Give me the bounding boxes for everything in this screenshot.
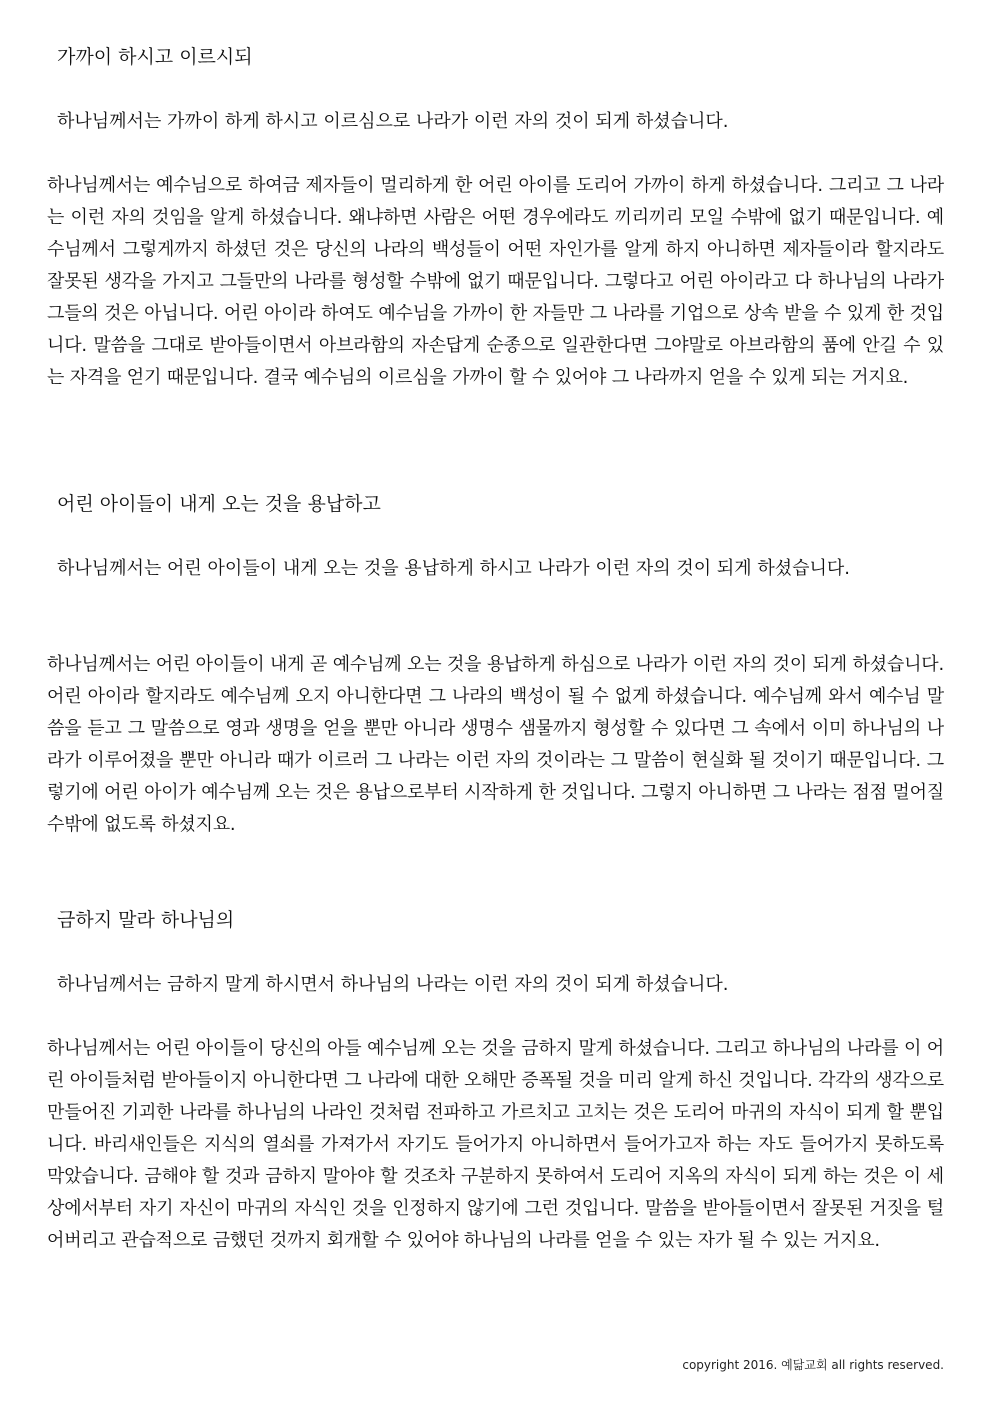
copyright-notice: copyright 2016. 예닮교회 all rights reserved.	[682, 1358, 944, 1372]
section-lead-1: 하나님께서는 가까이 하게 하시고 이르심으로 나라가 이런 자의 것이 되게 하셨습니다.	[57, 111, 729, 132]
section-heading-2: 어린 아이들이 내게 오는 것을 용납하고	[57, 493, 381, 515]
section-lead-2: 하나님께서는 어린 아이들이 내게 오는 것을 용납하게 하시고 나라가 이런 자의 것이 되게 하셨습니다.	[57, 558, 851, 579]
section-heading-1: 가까이 하시고 이르시되	[57, 46, 253, 68]
section-lead-3: 하나님께서는 금하지 말게 하시면서 하나님의 나라는 이런 자의 것이 되게 하셨습니다.	[57, 974, 729, 995]
section-body-3: 하나님께서는 어린 아이들이 당신의 아들 예수님께 오는 것을 금하지 말게 하셨습니다. 그리고 하나님의 나라를 이 어린 아이들처럼 받아들이지 아니한다면 그 나라에 대한 오해만 증폭될 것을 미리 알게 하신 것입니다. 각각의 생각으로 만들어진 기괴한 나라를 하나님의 나라인 것처럼 전파하고 가르치고 고치는 것은 도리어 마귀의 자식이 되게 할 뿐입니다. 바리새인들은 지식의 열쇠를 가져가서 자기도 들어가지 아니하면서 들어가고자 하는 자도 들어가지 못하도록 막았습니다. 금해야 할 것과 금하지 말아야 할 것조차 구분하지 못하여서 도리어 지옥의 자식이 되게 하는 것은 이 세상에서부터 자기 자신이 마귀의 자식인 것을 인정하지 않기에 그런 것입니다. 말씀을 받아들이면서 잘못된 거짓을 털어버리고 관습적으로 금했던 것까지 회개할 수 있어야 하나님의 나라를 얻을 수 있는 자가 될 수 있는 거지요.	[47, 1038, 945, 1251]
section-heading-3: 금하지 말라 하나님의	[57, 909, 235, 931]
section-body-1: 하나님께서는 예수님으로 하여금 제자들이 멀리하게 한 어린 아이를 도리어 가까이 하게 하셨습니다. 그리고 그 나라는 이런 자의 것임을 알게 하셨습니다. 왜냐하면 사람은 어떤 경우에라도 끼리끼리 모일 수밖에 없기 때문입니다. 예수님께서 그렇게까지 하셨던 것은 당신의 나라의 백성들이 어떤 자인가를 알게 하지 아니하면 제자들이라 할지라도 잘못된 생각을 가지고 그들만의 나라를 형성할 수밖에 없기 때문입니다. 그렇다고 어린 아이라고 다 하나님의 나라가 그들의 것은 아닙니다. 어린 아이라 하여도 예수님을 가까이 한 자들만 그 나라를 기업으로 상속 받을 수 있게 한 것입니다. 말씀을 그대로 받아들이면서 아브라함의 자손답게 순종으로 일관한다면 그야말로 아브라함의 품에 안길 수 있는 자격을 얻기 때문입니다. 결국 예수님의 이르심을 가까이 할 수 있어야 그 나라까지 얻을 수 있게 되는 거지요.	[47, 175, 944, 388]
section-body-2: 하나님께서는 어린 아이들이 내게 곧 예수님께 오는 것을 용납하게 하심으로 나라가 이런 자의 것이 되게 하셨습니다. 어린 아이라 할지라도 예수님께 오지 아니한다면 그 나라의 백성이 될 수 없게 하셨습니다. 예수님께 와서 예수님 말씀을 듣고 그 말씀으로 영과 생명을 얻을 뿐만 아니라 생명수 샘물까지 형성할 수 있다면 그 속에서 이미 하나님의 나라가 이루어졌을 뿐만 아니라 때가 이르러 그 나라는 이런 자의 것이라는 그 말씀이 현실화 될 것이기 때문입니다. 그렇기에 어린 아이가 예수님께 오는 것은 용납으로부터 시작하게 한 것입니다. 그렇지 아니하면 그 나라는 점점 멀어질 수밖에 없도록 하셨지요.	[47, 654, 944, 835]
